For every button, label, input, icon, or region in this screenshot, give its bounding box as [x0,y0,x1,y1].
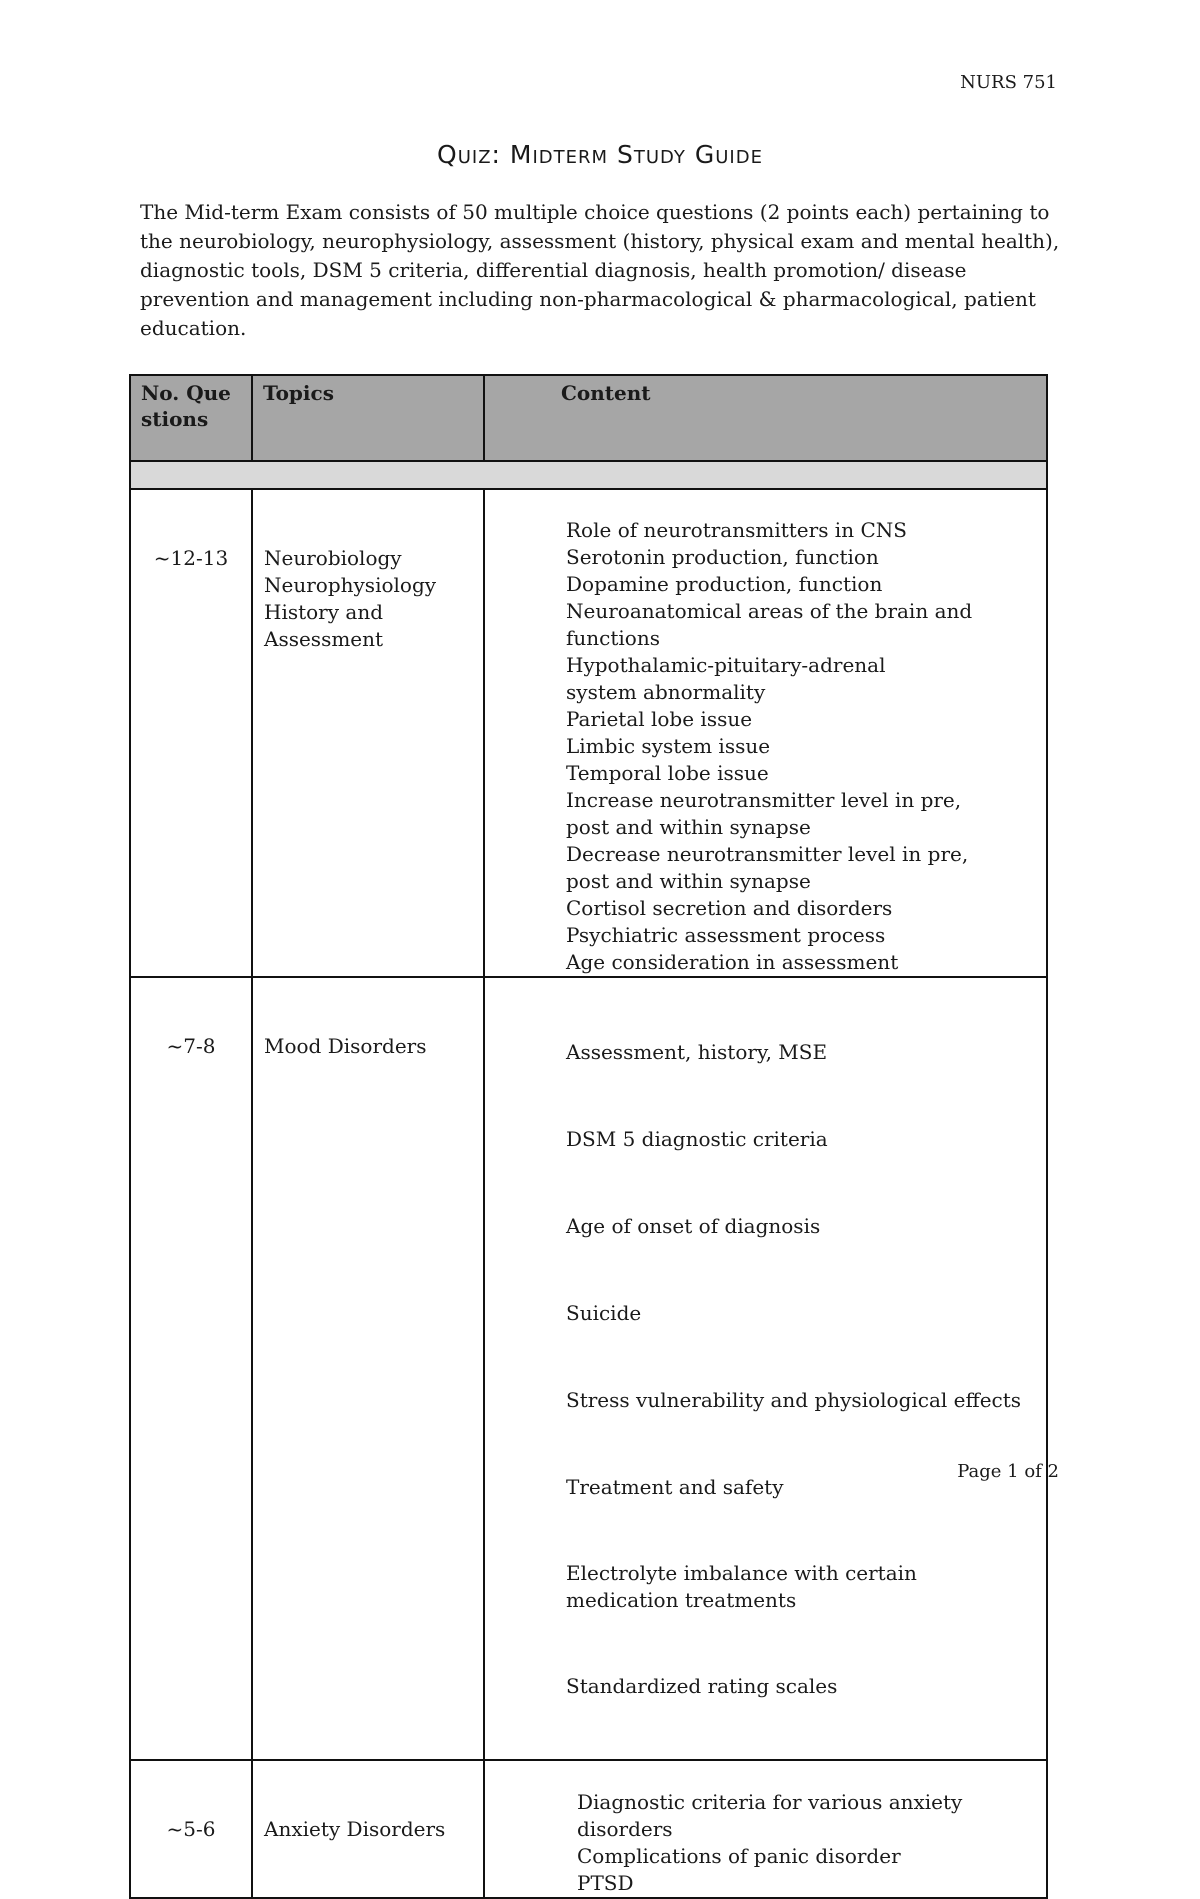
header-topics-label: Topics [263,381,334,405]
row-content [485,1761,1046,1897]
table-row [130,1760,1047,1898]
list-item: DSM 5 diagnostic criteria [566,1127,828,1151]
row-num-cell [130,977,252,1760]
table-row [130,489,1047,977]
list-item: Age of onset of diagnosis [566,1214,821,1238]
list-item: Standardized rating scales [566,1674,838,1698]
page-title: Quiz: Midterm Study Guide [437,140,763,169]
row-num: ~12-13 [153,546,229,570]
row-topics-cell [252,1760,484,1898]
list-item: PTSD [577,1871,634,1895]
list-item: Decrease neurotransmitter level in pre, post and within synapse [566,842,969,893]
header-topics [252,375,484,461]
list-item: Assessment, history, MSE [566,1040,828,1064]
topic-line: Mood Disorders [264,1034,427,1058]
list-item: Age consideration in assessment [566,950,899,974]
page-number: Page 1 of 2 [957,1461,1059,1482]
study-guide-table [129,374,1048,1899]
list-item: Temporal lobe issue [566,761,769,785]
list-item: Serotonin production, function [566,545,879,569]
course-code: NURS 751 [960,72,1057,93]
spacer-cell [130,461,1047,489]
list-item: Limbic system issue [566,734,771,758]
row-content-cell [484,489,1047,977]
header-num [130,375,252,461]
row-topics [253,490,483,653]
list-item: Psychiatric assessment process [566,923,886,947]
header-content [484,375,1047,461]
list-item: Complications of panic disorder [577,1844,901,1868]
list-item: Increase neurotransmitter level in pre, post and within synapse [566,788,962,839]
list-item: Treatment and safety [566,1475,784,1499]
list-item: Dopamine production, function [566,572,883,596]
header-num-label: No. Questions [141,381,231,431]
list-item: Cortisol secretion and disorders [566,896,893,920]
row-num-cell [130,489,252,977]
topic-line: Assessment [264,627,384,651]
list-item: Suicide [566,1301,642,1325]
row-content-cell [484,977,1047,1760]
row-topics-cell [252,977,484,1760]
topic-line: Neurophysiology [264,573,437,597]
table-header-row [130,375,1047,461]
row-content [485,490,1046,976]
list-item: Neuroanatomical areas of the brain and functions [566,599,973,650]
list-item: Hypothalamic-pituitary-adrenal system abnormality [566,653,886,704]
row-topics [253,1761,483,1843]
table-row [130,977,1047,1760]
header-content-label: Content [561,381,651,405]
intro-paragraph: The Mid-term Exam consists of 50 multiple choice questions (2 points each) pertaining to the neurobiology, neurophysiology, assessment (history, physical exam and mental health), diagnostic tools, DSM 5 criteria, differential diagnosis, health promotion/ disease prevention and management including non-pharmacological & pharmacological, patient education. [140,200,1060,340]
topic-line: Anxiety Disorders [264,1817,446,1841]
list-item: Parietal lobe issue [566,707,753,731]
spacer-row [130,461,1047,489]
row-topics-cell [252,489,484,977]
row-content-cell [484,1760,1047,1898]
list-item: Stress vulnerability and physiological effects [566,1388,1022,1412]
row-num-cell [130,1760,252,1898]
row-content [485,978,1046,1759]
topic-line: History and [264,600,384,624]
topic-line: Neurobiology [264,546,402,570]
row-num: ~5-6 [166,1817,216,1841]
list-item: Diagnostic criteria for various anxiety disorders [577,1790,963,1841]
list-item: Electrolyte imbalance with certain medication treatments [566,1561,917,1612]
row-topics [253,978,483,1060]
list-item: Role of neurotransmitters in CNS [566,518,907,542]
row-num: ~7-8 [166,1034,216,1058]
